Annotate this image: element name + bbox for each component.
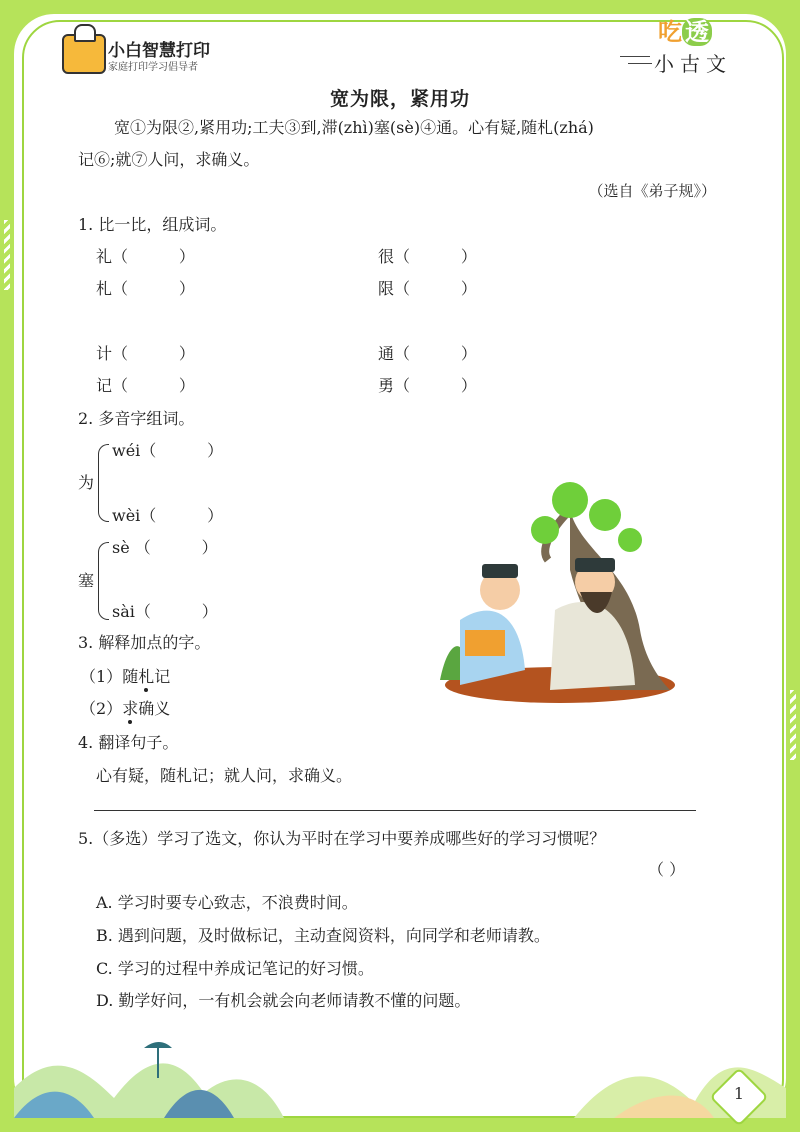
- q3-item-2-dotted-char: 求: [122, 696, 138, 719]
- q2-b-option-1: sè （ ）: [112, 538, 218, 557]
- q1-item: 勇（ ）: [378, 376, 477, 395]
- brand-char-1: 吃: [658, 18, 682, 46]
- q2-char-b: 塞: [78, 571, 95, 590]
- brand-char-2: 透: [682, 18, 712, 46]
- q2-a-option-2: wèi（ ）: [112, 506, 224, 525]
- passage-line-1: 宽①为限②,紧用功;工夫③到,滞(zhì)塞(sè)④通。心有疑,随札(zhá): [114, 118, 594, 137]
- q1-item: 礼（ ）: [96, 247, 195, 266]
- scholars-illustration: [430, 470, 680, 710]
- q5-option-d: D. 勤学好问，一有机会就会向老师请教不懂的问题。: [96, 991, 471, 1010]
- q3-item-2-post: 义: [154, 699, 171, 718]
- leaf-cluster: [589, 499, 621, 531]
- q3-item-1: [80, 664, 170, 687]
- q3-item-1-dotted-char: 札: [138, 664, 154, 687]
- q1-item: 札（ ）: [96, 279, 195, 298]
- q2-a-option-1: wéi（ ）: [112, 441, 224, 460]
- q1-item: 记（ ）: [96, 376, 195, 395]
- leaf-cluster: [618, 528, 642, 552]
- q5-option-b: B. 遇到问题，及时做标记，主动查阅资料，向同学和老师请教。: [96, 926, 550, 945]
- page-title: 宽为限，紧用功: [329, 88, 470, 110]
- teacher-hat: [575, 558, 615, 572]
- brand-subtitle: 小古文: [654, 52, 732, 76]
- brace-b: [98, 542, 109, 620]
- q1-item: 很（ ）: [378, 247, 477, 266]
- leaf-cluster: [552, 482, 588, 518]
- q3-item-2-number: （2）: [80, 699, 123, 718]
- q4-sentence: 心有疑，随札记；就人问，求确义。: [96, 766, 353, 785]
- q3-item-1-number: （1）: [80, 667, 123, 686]
- brand-title: [658, 12, 712, 47]
- q3-item-2: [80, 696, 170, 719]
- q1-prompt: 1. 比一比，组成词。: [78, 215, 227, 234]
- q2-char-a: 为: [78, 473, 95, 492]
- q5-option-a: A. 学习时要专心致志，不浪费时间。: [96, 893, 358, 912]
- q3-item-2-mid: 确: [138, 699, 155, 718]
- q2-prompt: 2. 多音字组词。: [78, 409, 195, 428]
- q3-item-1-pre: 随: [122, 667, 139, 686]
- passage-source: （选自《弟子规》）: [588, 182, 716, 200]
- q1-item: 计（ ）: [96, 344, 195, 363]
- leaf-cluster: [531, 516, 559, 544]
- series-brand: [620, 12, 760, 82]
- q1-item: 通（ ）: [378, 344, 477, 363]
- q2-b-option-2: sài（ ）: [112, 602, 218, 621]
- mountains-decoration: [14, 1008, 786, 1118]
- logo-subtitle: 家庭打印学习倡导者: [108, 62, 198, 73]
- book: [465, 630, 505, 656]
- umbrella-icon: [144, 1042, 172, 1048]
- printer-icon: [62, 34, 106, 74]
- brand-lines-decoration: [620, 56, 650, 57]
- q3-item-1-post: 记: [154, 667, 171, 686]
- q1-item: 限（ ）: [378, 279, 477, 298]
- brace-a: [98, 444, 109, 522]
- q5-option-c: C. 学习的过程中养成记笔记的好习惯。: [96, 959, 374, 978]
- q3-prompt: 3. 解释加点的字。: [78, 633, 211, 652]
- right-hatch-decoration: [790, 690, 796, 760]
- student-hat: [482, 564, 518, 578]
- logo-title: 小白智慧打印: [108, 41, 210, 61]
- answer-line[interactable]: [94, 810, 696, 811]
- page-number: 1: [733, 1084, 745, 1103]
- q5-answer-blank[interactable]: （ ）: [648, 860, 686, 879]
- passage-line-2: 记⑥;就⑦人问，求确义。: [78, 150, 260, 169]
- q4-prompt: 4. 翻译句子。: [78, 733, 179, 752]
- q5-prompt: 5.（多选）学习了选文，你认为平时在学习中要养成哪些好的学习习惯呢？: [78, 829, 606, 848]
- left-hatch-decoration: [4, 220, 10, 290]
- logo: [62, 28, 232, 76]
